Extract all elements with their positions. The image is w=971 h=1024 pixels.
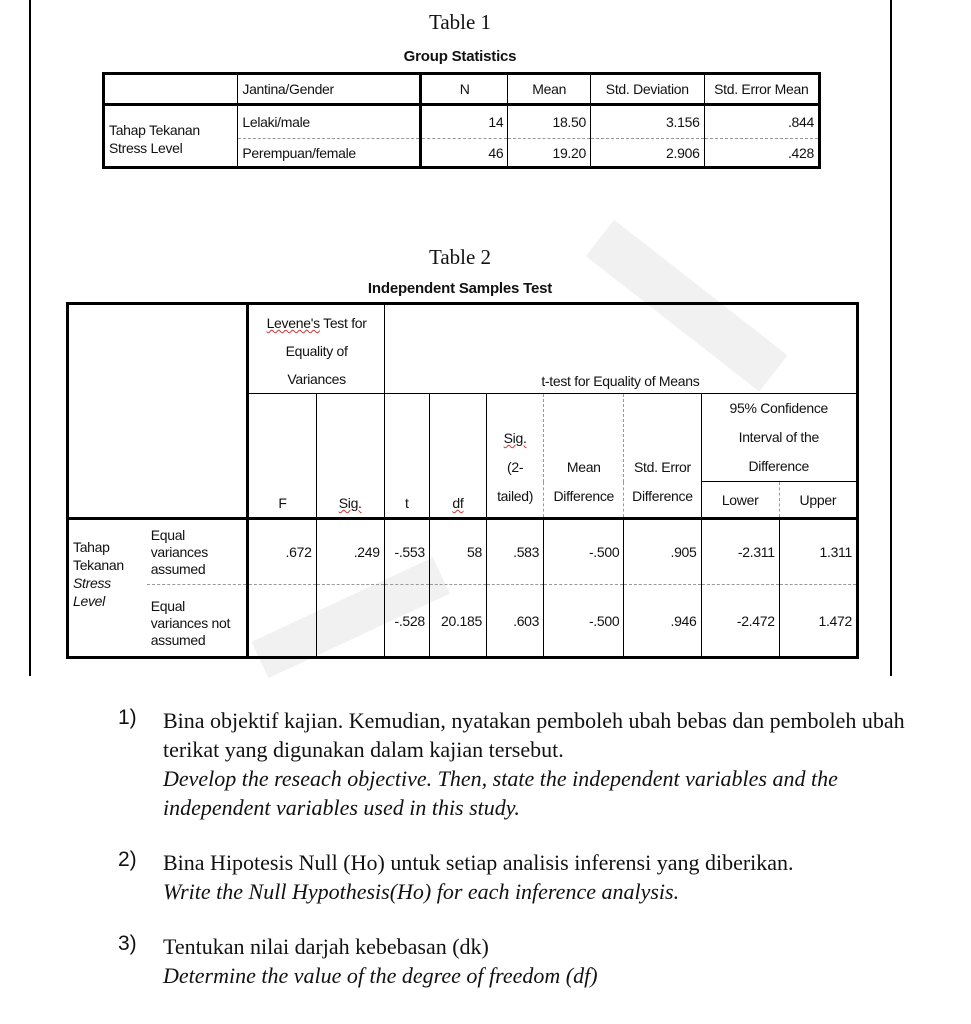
t2-row1-sig: .249 <box>316 519 384 585</box>
t2-row1-sig2: .583 <box>487 519 544 585</box>
t2-row2-t: -.528 <box>384 585 429 658</box>
t1-group-male: Lelaki/male <box>238 104 421 138</box>
question-number: 3) <box>118 932 137 955</box>
t2-col-upper: Upper <box>779 482 857 519</box>
t2-row2-sig <box>316 585 384 658</box>
t2-row-label-line2: Tekanan <box>73 557 124 573</box>
t2-ci-line3: Difference <box>748 458 810 474</box>
t2-levene-word2: Test for <box>323 315 367 331</box>
t1-row-label-line2: Stress Level <box>109 139 183 156</box>
table1-caption: Table 1 <box>428 10 492 34</box>
t1-mean-female: 19.20 <box>508 139 591 168</box>
t1-sd-male: 3.156 <box>591 104 705 138</box>
t1-n-female: 46 <box>420 139 507 168</box>
t2-col-md <box>544 394 624 519</box>
t2-row1-label-line1: Equal <box>150 526 185 543</box>
t2-col-sig2-line1 <box>491 424 539 453</box>
question-item <box>118 932 918 990</box>
table2-title: Independent Samples Test <box>367 280 553 297</box>
t2-row1-f: .672 <box>248 519 316 585</box>
t2-corner <box>68 304 248 519</box>
t2-row2-md: -.500 <box>544 585 624 658</box>
t2-row2-label-line3: assumed <box>150 632 206 648</box>
table2-caption: Table 2 <box>428 245 492 269</box>
t2-col-df <box>429 394 486 519</box>
t1-row-label <box>104 104 238 167</box>
table1-title: Group Statistics <box>403 48 517 65</box>
t2-levene-line2: Equality of <box>285 343 348 359</box>
t2-col-sig2-line3: tailed) <box>497 488 534 504</box>
t2-col-sig <box>316 394 384 519</box>
t2-col-md-line2: Difference <box>553 488 615 504</box>
independent-samples-test-table <box>66 302 859 659</box>
t2-row1-label <box>147 519 248 585</box>
t2-levene-word: Levene's <box>266 315 320 331</box>
t2-col-lower: Lower <box>701 482 779 519</box>
t1-mean-male: 18.50 <box>508 104 591 138</box>
t2-col-md-line1: Mean <box>566 459 601 475</box>
t2-row2-df: 20.185 <box>429 585 486 658</box>
t2-col-f: F <box>248 394 316 519</box>
question-malay: Bina objektif kajian. Kemudian, nyatakan pemboleh ubah bebas dan pemboleh ubah terikat yang digunakan dalam kajian tersebut. <box>163 708 905 762</box>
t2-row2-sig2: .603 <box>487 585 544 658</box>
question-number: 2) <box>118 848 137 871</box>
t2-ci-line2: Interval of the <box>738 429 819 445</box>
t1-header-mean: Mean <box>508 74 591 105</box>
t2-col-sig2-line2: (2- <box>506 459 524 475</box>
t2-col-sed-line1: Std. Error <box>634 459 691 475</box>
t1-sd-female: 2.906 <box>591 139 705 168</box>
t2-levene-line1 <box>253 309 379 337</box>
t2-col-sig2-word: Sig. <box>503 430 527 446</box>
group-statistics-table <box>102 72 821 169</box>
t1-se-male: .844 <box>704 104 819 138</box>
t2-row-label-line1: Tahap <box>73 539 110 555</box>
t2-row1-label-line2: variances <box>150 543 208 560</box>
t2-row1-label-line3: assumed <box>150 560 206 577</box>
question-english: Write the Null Hypothesis(Ho) for each inference analysis. <box>163 879 680 904</box>
t1-group-female: Perempuan/female <box>238 139 421 168</box>
t2-row1-md: -.500 <box>544 519 624 585</box>
t2-col-sig-text: Sig. <box>338 495 362 511</box>
page-left-border <box>29 0 31 676</box>
question-english: Develop the reseach objective. Then, state the independent variables and the independent variables used in this study. <box>163 766 838 820</box>
t2-col-sed <box>624 394 701 519</box>
question-list <box>118 706 918 1016</box>
t2-row2-label-line2: variances not <box>150 615 231 631</box>
t2-row1-lower: -2.311 <box>701 519 779 585</box>
t2-row-label <box>68 519 147 658</box>
t2-ci-line1: 95% Confidence <box>729 400 829 416</box>
question-text <box>163 706 918 822</box>
t2-levene-header <box>248 304 384 394</box>
t1-row-label-line1: Tahap Tekanan <box>109 121 200 138</box>
question-text <box>163 848 918 906</box>
t1-n-male: 14 <box>420 104 507 138</box>
question-malay: Bina Hipotesis Null (Ho) untuk setiap analisis inferensi yang diberikan. <box>163 850 794 875</box>
t2-row1-sed: .905 <box>624 519 701 585</box>
t2-row2-lower: -2.472 <box>701 585 779 658</box>
t1-header-sd: Std. Deviation <box>591 74 705 105</box>
t2-col-df-text: df <box>452 495 464 511</box>
t2-ttest-header: t-test for Equality of Means <box>384 304 857 394</box>
question-text <box>163 932 918 990</box>
question-number: 1) <box>118 706 137 729</box>
t2-col-sig2 <box>487 394 544 519</box>
page-right-border <box>890 0 892 676</box>
t2-col-t: t <box>384 394 429 519</box>
t2-row2-upper: 1.472 <box>779 585 857 658</box>
question-malay: Tentukan nilai darjah kebebasan (dk) <box>163 934 489 959</box>
t2-row2-label <box>147 585 248 658</box>
t1-header-n: N <box>420 74 507 105</box>
t2-row1-upper: 1.311 <box>779 519 857 585</box>
t2-row1-t: -.553 <box>384 519 429 585</box>
question-item <box>118 706 918 822</box>
question-english: Determine the value of the degree of freedom (df) <box>163 963 598 988</box>
t1-header-se: Std. Error Mean <box>704 74 819 105</box>
t2-row-label-line3: Stress <box>73 575 111 591</box>
t1-corner <box>104 74 238 105</box>
t1-header-gender: Jantina/Gender <box>238 74 421 105</box>
t2-row2-f <box>248 585 316 658</box>
t2-ci-header <box>701 394 857 482</box>
t2-row1-df: 58 <box>429 519 486 585</box>
t1-se-female: .428 <box>704 139 819 168</box>
question-item <box>118 848 918 906</box>
t2-row-label-line4: Level <box>73 593 105 609</box>
t2-row2-label-line1: Equal <box>150 598 185 614</box>
t2-col-sed-line2: Difference <box>632 488 693 504</box>
t2-levene-line3: Variances <box>287 371 346 387</box>
t2-row2-sed: .946 <box>624 585 701 658</box>
